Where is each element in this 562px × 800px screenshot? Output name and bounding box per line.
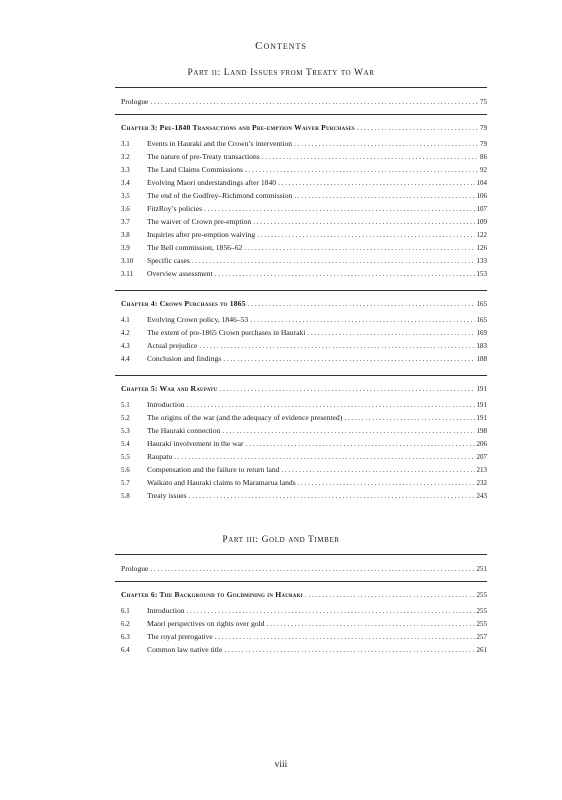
section-page: 122 (476, 231, 487, 239)
section-number: 6.2 (121, 620, 130, 628)
section-page: 133 (476, 257, 487, 265)
section-number: 3.10 (121, 257, 134, 265)
chapter-title: Chapter 4: Crown Purchases to 1865 (121, 299, 246, 308)
leader-dots (215, 268, 475, 280)
section-entry (121, 425, 487, 437)
leader-dots (223, 353, 474, 365)
section-number: 4.2 (121, 329, 130, 337)
section-page: 206 (476, 440, 487, 448)
section-entry (121, 644, 487, 656)
section-number: 3.9 (121, 244, 130, 252)
leader-dots (357, 122, 478, 134)
leader-dots (187, 605, 475, 617)
section-number: 4.3 (121, 342, 130, 350)
section-page: 126 (476, 244, 487, 252)
section-entry (121, 268, 487, 280)
section-entry (121, 242, 487, 254)
section-number: 6.4 (121, 646, 130, 654)
section-title: Inquiries after pre-emption waiving (147, 230, 256, 239)
leader-dots (192, 255, 475, 267)
section-number: 5.4 (121, 440, 130, 448)
section-entry (121, 229, 487, 241)
section-entry (121, 477, 487, 489)
leader-dots (224, 644, 474, 656)
chapter-4-entry (121, 298, 487, 310)
section-entry (121, 151, 487, 163)
section-number: 3.7 (121, 218, 130, 226)
leader-dots (204, 203, 474, 215)
section-title: The Hauraki connection (147, 426, 221, 435)
leader-dots (187, 399, 475, 411)
chapter-5-entry (121, 383, 487, 395)
leader-dots (150, 96, 478, 108)
section-page: 169 (476, 329, 487, 337)
leader-dots (257, 229, 474, 241)
contents-heading: Contents (255, 40, 307, 52)
leader-dots (199, 340, 474, 352)
section-entry (121, 490, 487, 502)
section-title: The waiver of Crown pre-emption (147, 217, 252, 226)
section-entry (121, 203, 487, 215)
section-entry (121, 340, 487, 352)
section-title: The end of the Godfrey–Richmond commission (147, 191, 293, 200)
section-number: 5.3 (121, 427, 130, 435)
section-entry (121, 164, 487, 176)
section-page: 109 (476, 218, 487, 226)
section-number: 5.2 (121, 414, 130, 422)
section-page: 153 (476, 270, 487, 278)
part-iii-heading: Part iii: Gold and Timber (222, 535, 340, 545)
section-number: 5.5 (121, 453, 130, 461)
section-number: 3.3 (121, 166, 130, 174)
chapter-3-entry (121, 122, 487, 134)
page-number: viii (274, 760, 288, 770)
section-title: Overview assessment (147, 269, 213, 278)
section-number: 4.1 (121, 316, 130, 324)
chapter-title: Chapter 6: The Background to Goldmining in Hauraki (121, 590, 303, 599)
leader-dots (220, 383, 475, 395)
section-page: 106 (476, 192, 487, 200)
leader-dots (307, 327, 474, 339)
chapter-page: 191 (476, 385, 487, 393)
prologue-entry (121, 96, 487, 108)
section-title: Maori perspectives on rights over gold (147, 619, 265, 628)
leader-dots (245, 164, 478, 176)
section-page: 213 (476, 466, 487, 474)
chapter-page: 79 (480, 124, 487, 132)
entry-page: 75 (480, 98, 487, 106)
section-entry (121, 216, 487, 228)
section-entry (121, 438, 487, 450)
section-number: 3.1 (121, 140, 130, 148)
section-number: 5.1 (121, 401, 130, 409)
section-title: Evolving Crown policy, 1846–53 (147, 315, 249, 324)
leader-dots (281, 464, 474, 476)
section-title: Evolving Maori understandings after 1840 (147, 178, 277, 187)
section-entry (121, 412, 487, 424)
leader-dots (294, 190, 474, 202)
section-entry (121, 353, 487, 365)
section-page: 107 (476, 205, 487, 213)
section-title: Conclusion and findings (147, 354, 222, 363)
section-number: 3.11 (121, 270, 133, 278)
section-page: 255 (476, 607, 487, 615)
section-number: 3.2 (121, 153, 130, 161)
section-title: Compensation and the failure to return land (147, 465, 280, 474)
section-page: 191 (476, 401, 487, 409)
part-ii-heading: Part ii: Land Issues from Treaty to War (187, 68, 375, 78)
leader-dots (250, 314, 474, 326)
section-number: 3.8 (121, 231, 130, 239)
divider-rule (115, 554, 487, 555)
entry-title: Prologue (121, 564, 149, 573)
leader-dots (222, 425, 474, 437)
section-entry (121, 177, 487, 189)
section-page: 255 (476, 620, 487, 628)
section-entry (121, 399, 487, 411)
divider-rule (115, 375, 487, 376)
section-page: 165 (476, 316, 487, 324)
chapter-page: 165 (476, 300, 487, 308)
leader-dots (305, 589, 475, 601)
section-title: The Bell commission, 1856–62 (147, 243, 243, 252)
section-number: 4.4 (121, 355, 130, 363)
divider-rule (115, 87, 487, 88)
section-entry (121, 327, 487, 339)
leader-dots (298, 477, 475, 489)
section-page: 257 (476, 633, 487, 641)
section-title: FitzRoy’s policies (147, 204, 203, 213)
divider-rule (115, 581, 487, 582)
section-title: The royal prerogative (147, 632, 213, 641)
prologue-entry (121, 563, 487, 575)
leader-dots (344, 412, 474, 424)
leader-dots (189, 490, 475, 502)
section-title: Introduction (147, 400, 185, 409)
section-entry (121, 605, 487, 617)
entry-title: Prologue (121, 97, 149, 106)
divider-rule (115, 290, 487, 291)
leader-dots (244, 242, 474, 254)
divider-rule (115, 114, 487, 115)
section-page: 243 (476, 492, 487, 500)
section-title: Hauraki involvement in the war (147, 439, 244, 448)
section-title: Events in Hauraki and the Crown’s intervention (147, 139, 293, 148)
section-page: 183 (476, 342, 487, 350)
section-title: Common law native title (147, 645, 223, 654)
section-entry (121, 314, 487, 326)
section-page: 92 (480, 166, 487, 174)
section-number: 6.1 (121, 607, 130, 615)
section-page: 232 (476, 479, 487, 487)
section-number: 5.6 (121, 466, 130, 474)
section-page: 86 (480, 153, 487, 161)
section-page: 198 (476, 427, 487, 435)
section-number: 6.3 (121, 633, 130, 641)
section-title: The origins of the war (and the adequacy of evidence presented) (147, 413, 343, 422)
section-title: Raupatu (147, 452, 173, 461)
section-title: Actual prejudice (147, 341, 198, 350)
leader-dots (248, 298, 475, 310)
section-title: Specific cases (147, 256, 190, 265)
section-title: The extent of pre-1865 Crown purchases in Hauraki (147, 328, 306, 337)
leader-dots (150, 563, 474, 575)
section-number: 3.4 (121, 179, 130, 187)
leader-dots (174, 451, 474, 463)
section-entry (121, 190, 487, 202)
section-page: 188 (476, 355, 487, 363)
chapter-6-entry (121, 589, 487, 601)
chapter-page: 255 (476, 591, 487, 599)
leader-dots (262, 151, 478, 163)
section-page: 191 (476, 414, 487, 422)
section-title: Treaty issues (147, 491, 187, 500)
section-title: The Land Claims Commissions (147, 165, 243, 174)
leader-dots (278, 177, 474, 189)
section-entry (121, 618, 487, 630)
section-page: 104 (476, 179, 487, 187)
leader-dots (253, 216, 474, 228)
leader-dots (215, 631, 475, 643)
section-page: 79 (480, 140, 487, 148)
section-page: 207 (476, 453, 487, 461)
section-number: 3.6 (121, 205, 130, 213)
chapter-title: Chapter 5: War and Raupatu (121, 384, 218, 393)
section-number: 5.8 (121, 492, 130, 500)
entry-page: 251 (476, 565, 487, 573)
section-number: 5.7 (121, 479, 130, 487)
section-entry (121, 451, 487, 463)
chapter-title: Chapter 3: Pre-1840 Transactions and Pre-emption Waiver Purchases (121, 123, 355, 132)
section-entry (121, 255, 487, 267)
section-page: 261 (476, 646, 487, 654)
section-title: Introduction (147, 606, 185, 615)
section-entry (121, 631, 487, 643)
section-number: 3.5 (121, 192, 130, 200)
section-title: The nature of pre-Treaty transactions (147, 152, 260, 161)
leader-dots (266, 618, 474, 630)
leader-dots (294, 138, 478, 150)
leader-dots (246, 438, 475, 450)
section-title: Waikato and Hauraki claims to Maramarua lands (147, 478, 296, 487)
section-entry (121, 138, 487, 150)
section-entry (121, 464, 487, 476)
